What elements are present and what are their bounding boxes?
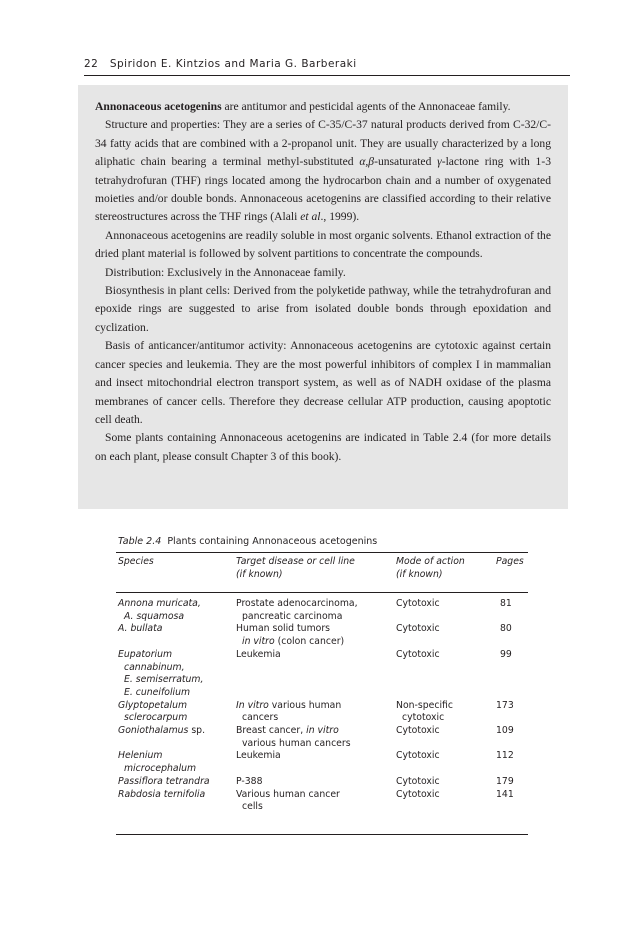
box-paragraph-table-ref: Some plants containing Annonaceous acetogenins are indicated in Table 2.4 (for more details on each plant, please consult Chapter 3 of this book). (95, 431, 551, 463)
table-row (116, 700, 528, 725)
table-top-rule (116, 552, 528, 553)
col-header-mode: Mode of action (if known) (396, 556, 465, 580)
table-caption-number: Table 2.4 (118, 536, 162, 547)
target-cell: Human solid tumors in vitro (colon cancer) (236, 623, 345, 648)
mode-cell: Cytotoxic (396, 788, 440, 800)
species-cell: A. bullata (118, 623, 163, 635)
table-row (116, 592, 528, 623)
target-cell: Various human cancer cells (236, 788, 340, 813)
table-row (116, 750, 528, 775)
pages-cell: 80 (500, 623, 512, 635)
species-cell: Rabdosia ternifolia (118, 788, 206, 800)
box-paragraph-biosynthesis: Biosynthesis in plant cells: Derived from the polyketide pathway, while the tetrahydrofuran and epoxide rings are suggested to arise from isolated double bonds through epoxidation and cyclization. (95, 284, 551, 334)
mode-cell: Non-specific cytotoxic (396, 699, 454, 724)
target-cell: Prostate adenocarcinoma, pancreatic carcinoma (236, 598, 358, 622)
box-paragraph-intro: Annonaceous acetogenins are antitumor and pesticidal agents of the Annonaceae family. (95, 100, 511, 113)
table-caption-text: Plants containing Annonaceous acetogenins (167, 536, 378, 547)
table-row (116, 623, 528, 648)
target-cell: Breast cancer, in vitro various human cancers (236, 725, 351, 749)
page-number: 22 (84, 58, 99, 70)
species-cell: Passiflora tetrandra (118, 775, 210, 787)
species-cell: Eupatorium cannabinum, E. semiserratum, E. cuneifolium (118, 648, 204, 698)
target-cell: In vitro various human cancers (236, 699, 342, 724)
pages-cell: 99 (500, 648, 512, 660)
running-head-authors: Spiridon E. Kintzios and Maria G. Barberaki (109, 58, 357, 70)
pages-cell: 109 (496, 725, 514, 737)
box-term: Annonaceous acetogenins (95, 100, 222, 113)
target-cell: Leukemia (236, 648, 281, 660)
table-bottom-rule (116, 834, 528, 835)
pages-cell: 112 (496, 750, 514, 762)
mode-cell: Cytotoxic (396, 623, 440, 635)
col-header-target: Target disease or cell line (if known) (236, 556, 355, 580)
table-row (116, 649, 528, 700)
table-row (116, 725, 528, 750)
acetogenin-plants-table (116, 556, 528, 814)
mode-cell: Cytotoxic (396, 750, 440, 762)
target-cell: P-388 (236, 775, 263, 787)
header-rule (84, 75, 570, 76)
box-paragraph-structure: Structure and properties: They are a series of C-35/C-37 natural products derived from C-32/C-34 fatty acids that are combined with a 2-propanol unit. They are usually characterized by a long aliphatic chain bearing a terminal methyl-substituted α,β-unsaturated γ-lactone ring with 1-3 tetrahydrofuran (THF) rings located among the hydrocarbon chain and a number of oxygenated moieties and/or double bonds. Annonaceous acetogenins are classified according to their relative stereostructures across the THF rings (Alali et al., 1999). (95, 118, 551, 224)
table-row (116, 776, 528, 789)
box-paragraph-distribution: Distribution: Exclusively in the Annonaceae family. (105, 265, 346, 279)
mode-cell: Cytotoxic (396, 598, 440, 609)
table-row (116, 789, 528, 814)
table-header-row (116, 556, 528, 592)
table-caption (118, 536, 538, 547)
species-cell: Annona muricata, A. squamosa (118, 598, 201, 622)
species-cell: Glyptopetalum sclerocarpum (118, 699, 188, 724)
pages-cell: 179 (496, 775, 514, 787)
mode-cell: Cytotoxic (396, 725, 440, 737)
pages-cell: 81 (500, 598, 512, 609)
mode-cell: Cytotoxic (396, 648, 440, 660)
mode-cell: Cytotoxic (396, 775, 440, 787)
info-box (95, 98, 551, 466)
target-cell: Leukemia (236, 750, 281, 762)
col-header-species: Species (118, 556, 154, 567)
box-paragraph-activity: Basis of anticancer/antitumor activity: Annonaceous acetogenins are cytotoxic against certain cancer species and leukemia. They are the most powerful inhibitors of complex I in mammalian and insect mitochondrial electron transport system, as well as of NADH oxidase of the plasma membranes of cancer cells. Therefore they decrease cellular ATP production, causing apoptotic cell death. (95, 339, 551, 426)
pages-cell: 173 (496, 699, 514, 711)
running-head (84, 58, 570, 70)
pages-cell: 141 (496, 788, 514, 800)
species-cell: Goniothalamus sp. (118, 725, 206, 737)
col-header-pages: Pages (496, 556, 524, 567)
box-paragraph-solubility: Annonaceous acetogenins are readily soluble in most organic solvents. Ethanol extraction of the dried plant material is followed by solvent partitions to concentrate the compounds. (95, 228, 551, 261)
species-cell: Helenium microcephalum (118, 750, 197, 775)
